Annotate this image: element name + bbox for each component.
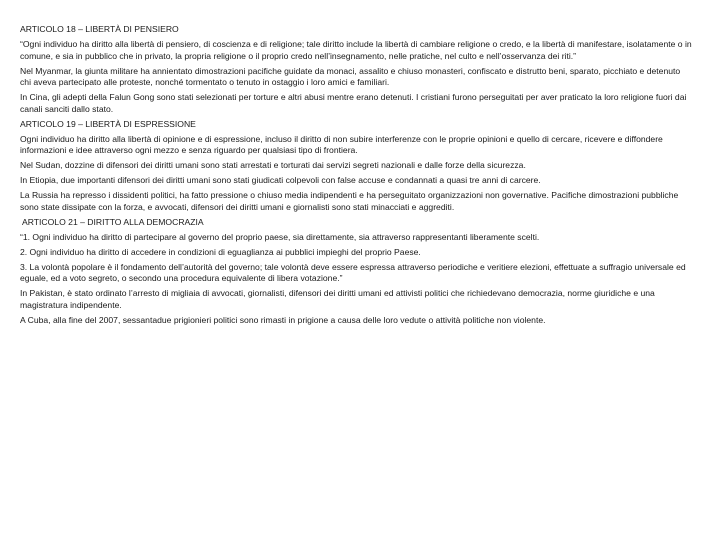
- paragraph-ethiopia: In Etiopia, due importanti difensori dei diritti umani sono stati giudicati colpevoli con false accuse e condannati a quasi tre anni di carcere.: [20, 175, 541, 185]
- paragraph-article-19-text: Ogni individuo ha diritto alla libertà di opinione e di espressione, incluso il diritto di non subire interferenze con le proprie opinioni e quello di cercare, ricevere e diffondere informazioni e idee attraverso ogni mezzo e senza riguardo per qualsiasi tipo di frontiera.: [20, 133, 663, 155]
- paragraph-article-21-point-3: 3. La volontà popolare è il fondamento dell’autorità del governo; tale volontà deve essere espressa attraverso periodiche e veritiere elezioni, effettuate a suffragio universale ed eguale, ed a voto segreto, o secondo una procedura equivalente di libera votazione.”: [20, 261, 686, 283]
- paragraph-article-21-point-2: 2. Ogni individuo ha diritto di accedere in condizioni di eguaglianza ai pubblici impieghi del proprio Paese.: [20, 246, 421, 257]
- heading-article-21: ARTICOLO 21 – DIRITTO ALLA DEMOCRAZIA: [22, 216, 204, 227]
- paragraph-cuba: A Cuba, alla fine del 2007, sessantadue prigionieri politici sono rimasti in prigione a causa delle loro vedute o attività politiche non violente.: [20, 314, 546, 325]
- paragraph-article-18-text: “Ogni individuo ha diritto alla libertà di pensiero, di coscienza e di religione; tale diritto include la libertà di cambiare religione o credo, e la libertà di manifestare, isolatamente o in comune, e sia in pubblico che in privato, la propria religione o il proprio credo nell’insegnamento, nelle pratiche, nel culto e nell’osservanza dei riti.”: [20, 39, 692, 61]
- paragraph-sudan: Nel Sudan, dozzine di difensori dei diritti umani sono stati arrestati e torturati dai servizi segreti nazionali e dalle forze della sicurezza.: [20, 160, 526, 170]
- paragraph-china: In Cina, gli adepti della Falun Gong sono stati selezionati per torture e altri abusi mentre erano detenuti. I cristiani furono perseguitati per aver praticato la loro religione fuori dai canali sanciti dallo stato.: [20, 92, 687, 114]
- heading-article-18: ARTICOLO 18 – LIBERTÀ DI PENSIERO: [20, 24, 179, 34]
- paragraph-article-21-point-1: “1. Ogni individuo ha diritto di partecipare al governo del proprio paese, sia direttamente, sia attraverso rappresentanti liberamente scelti.: [20, 231, 540, 242]
- document-body: [20, 24, 692, 330]
- paragraph-pakistan: In Pakistan, è stato ordinato l’arresto di migliaia di avvocati, giornalisti, difensori dei diritti umani ed attivisti politici che richiedevano democrazia, norme giuridiche e una magistratura indipendente.: [20, 288, 655, 310]
- paragraph-russia: La Russia ha represso i dissidenti politici, ha fatto pressione o chiuso media indipendenti e ha perseguitato organizzazioni non governative. Pacifiche dimostrazioni pubbliche sono state dissipate con la forza, e avvocati, difensori dei diritti umani e giornalisti sono stati minacciati e aggrediti.: [20, 190, 679, 212]
- heading-article-19: ARTICOLO 19 – LIBERTÀ DI ESPRESSIONE: [20, 118, 196, 129]
- paragraph-myanmar: Nel Myanmar, la giunta militare ha annientato dimostrazioni pacifiche guidate da monaci, assalito e chiuso monasteri, confiscato e distrutto beni, sparato, picchiato e detenuto chi aveva partecipato alle proteste, nonché tormentato o tenuto in ostaggio i loro amici e familiari.: [20, 65, 681, 87]
